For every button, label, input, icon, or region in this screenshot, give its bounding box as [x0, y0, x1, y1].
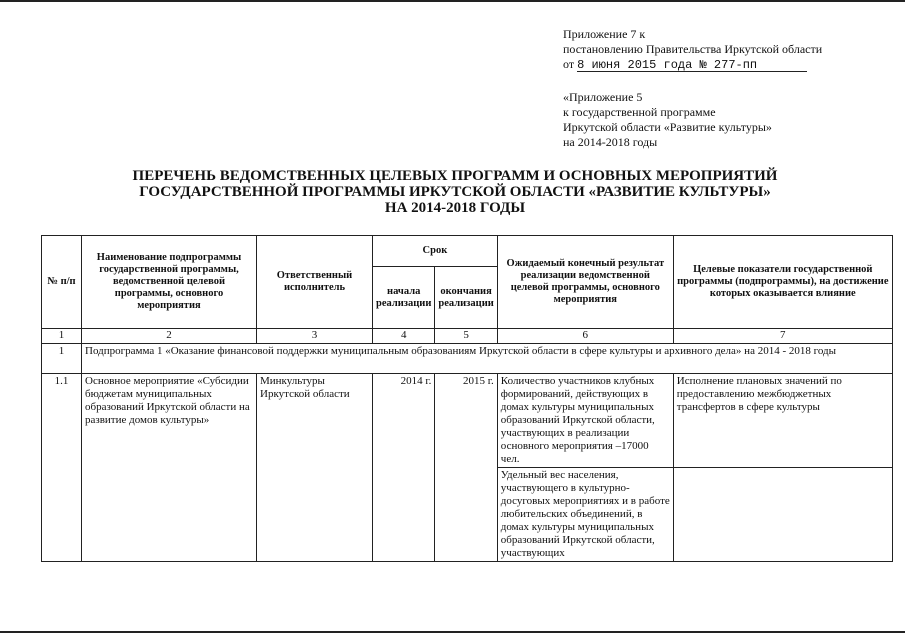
header-term: Срок	[373, 236, 498, 267]
appendix-5-header	[563, 90, 772, 150]
appendix5-line1: «Приложение 5	[563, 90, 643, 104]
col-number-5: 5	[435, 329, 497, 344]
header-num: № п/п	[42, 236, 82, 329]
row-indicator: Исполнение плановых значений по предоставлению межбюджетных трансфертов в сфере культуры	[673, 374, 892, 468]
appendix-7-header	[563, 27, 822, 72]
table-row	[42, 374, 893, 468]
header-start: начала реализации	[373, 267, 435, 329]
row-result-1: Количество участников клубных формирований, действующих в домах культуры муниципальных образований Иркутской области, участвующих в реализации основного мероприятия –17000 чел.	[497, 374, 673, 468]
row-end: 2015 г.	[435, 374, 497, 562]
header-name: Наименование подпрограммы государственной программы, ведомственной целевой программы, основного мероприятия	[82, 236, 257, 329]
bottom-border-line	[0, 631, 905, 633]
appendix-date-line	[563, 57, 822, 72]
subprogram-row	[42, 344, 893, 374]
header-row-1	[42, 236, 893, 267]
row-result-2: Удельный вес населения, участвующего в культурно-досуговых мероприятиях и в работе любительских объединений, в домах культуры муниципальных образований Иркутской области, участвующих	[497, 468, 673, 562]
col-number-2: 2	[82, 329, 257, 344]
document-title	[60, 168, 850, 216]
header-result: Ожидаемый конечный результат реализации ведомственной целевой программы, основного мероприятия	[497, 236, 673, 329]
header-end: окончания реализации	[435, 267, 497, 329]
row-indicator-cont	[673, 468, 892, 562]
column-numbers-row	[42, 329, 893, 344]
title-line2: ГОСУДАРСТВЕННОЙ ПРОГРАММЫ ИРКУТСКОЙ ОБЛАСТИ «РАЗВИТИЕ КУЛЬТУРЫ»	[139, 184, 771, 200]
row-num: 1.1	[42, 374, 82, 562]
top-border-line	[0, 0, 905, 2]
appendix5-line2: к государственной программе	[563, 105, 716, 119]
appendix-line2: постановлению Правительства Иркутской области	[563, 42, 823, 56]
programs-table	[41, 235, 893, 562]
col-number-7: 7	[673, 329, 892, 344]
title-line1: ПЕРЕЧЕНЬ ВЕДОМСТВЕННЫХ ЦЕЛЕВЫХ ПРОГРАММ И ОСНОВНЫХ МЕРОПРИЯТИЙ	[132, 168, 778, 184]
appendix5-line3: Иркутской области «Развитие культуры»	[563, 120, 772, 134]
col-number-6: 6	[497, 329, 673, 344]
col-number-3: 3	[257, 329, 373, 344]
header-indicators: Целевые показатели государственной программы (подпрограммы), на достижение которых оказывается влияние	[673, 236, 892, 329]
appendix-date: 8 июня 2015 года № 277-пп	[577, 58, 758, 72]
subprogram-num: 1	[42, 344, 82, 374]
row-executor: Минкультуры Иркутской области	[257, 374, 373, 562]
row-name: Основное мероприятие «Субсидии бюджетам муниципальных образований Иркутской области на развитие домов культуры»	[82, 374, 257, 562]
header-executor: Ответственный исполнитель	[257, 236, 373, 329]
appendix5-line4: на 2014-2018 годы	[563, 135, 658, 149]
row-start: 2014 г.	[373, 374, 435, 562]
title-line3: НА 2014-2018 ГОДЫ	[384, 200, 526, 216]
appendix-date-underline	[577, 57, 807, 72]
appendix-from: от	[563, 57, 575, 71]
appendix-line1: Приложение 7 к	[563, 27, 646, 41]
col-number-4: 4	[373, 329, 435, 344]
subprogram-text: Подпрограмма 1 «Оказание финансовой поддержки муниципальным образованиям Иркутской области в сфере культуры и архивного дела» на 2014 - 2018 годы	[82, 344, 893, 374]
col-number-1: 1	[42, 329, 82, 344]
